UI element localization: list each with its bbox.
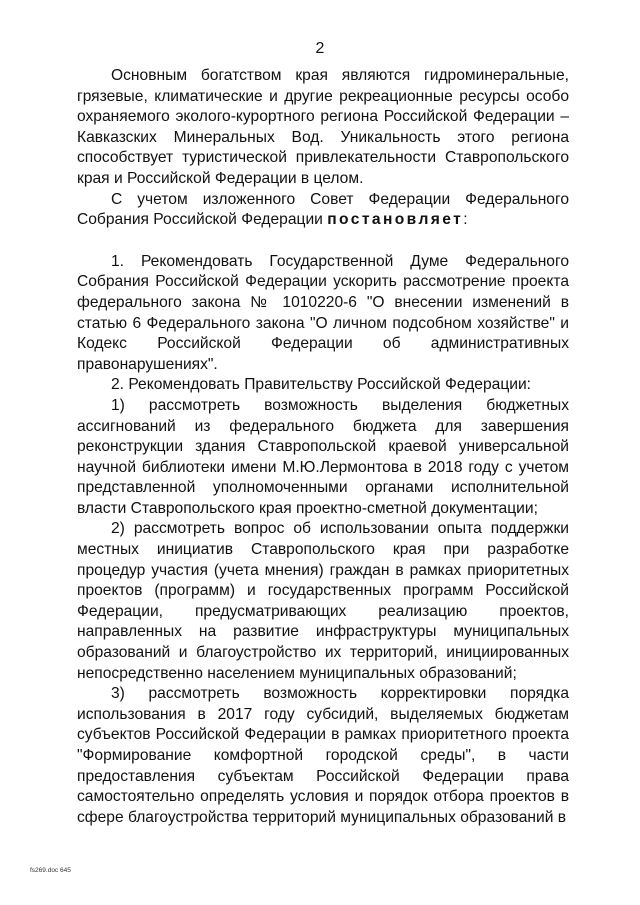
paragraph-resolution <box>77 190 569 231</box>
subitem-2-local-initiatives: 2) рассмотреть вопрос об использовании опыта поддержки местных инициатив Ставропольского края при разработке процедур участия (учета мнения) граждан в рамках приоритетных проектов (программ) и государственных программ Российской Федерации, предусматривающих реализацию проектов, направленных на развитие инфраструктуры муниципальных образований и благоустройство их территорий, инициированных непосредственно населением муниципальных образований; <box>77 520 569 682</box>
item-1-duma: 1. Рекомендовать Государственной Думе Федерального Собрания Российской Федерации ускорить рассмотрение проекта федерального закона № 1010220-6 "О внесении изменений в статью 6 Федерального закона "О личном подсобном хозяйстве" и Кодекс Российской Федерации об административных правонарушениях". <box>77 252 569 373</box>
resolution-intro: С учетом изложенного Совет Федерации Федерального Собрания Российской Федерации <box>77 190 569 229</box>
subitem-3-subsidies: 3) рассмотреть возможность корректировки порядка использования в 2017 году субсидий, выделяемых бюджетам субъектов Российской Федерации в рамках приоритетного проекта "Формирование комфортной городской среды", в части предоставления субъектам Российской Федерации права самостоятельно определять условия и порядок отбора проектов в сфере благоустройства территорий муниципальных образований в <box>77 685 569 826</box>
item-2-government: 2. Рекомендовать Правительству Российской Федерации: <box>111 376 532 394</box>
footer-file-reference: fs269.doc 645 <box>30 867 71 874</box>
paragraph-resources: Основным богатством края являются гидроминеральные, грязевые, климатические и другие рекреационные ресурсы особо охраняемого эколого-курортного региона Российской Федерации – Кавказских Минеральных Вод. Уникальность этого региона способствует туристической привлекательности Ставропольского края и Российской Федерации в целом. <box>77 67 569 187</box>
resolution-keyword: постановляет <box>327 211 464 229</box>
document-body <box>77 66 569 828</box>
page-number: 2 <box>315 40 325 57</box>
resolution-suffix: : <box>463 211 468 229</box>
subitem-1-library: 1) рассмотреть возможность выделения бюджетных ассигнований из федерального бюджета для завершения реконструкции здания Ставропольской краевой универсальной научной библиотеки имени М.Ю.Лермонтова в 2018 году с учетом представленной уполномоченными органами исполнительной власти Ставропольского края проектно-сметной документации; <box>77 396 569 517</box>
